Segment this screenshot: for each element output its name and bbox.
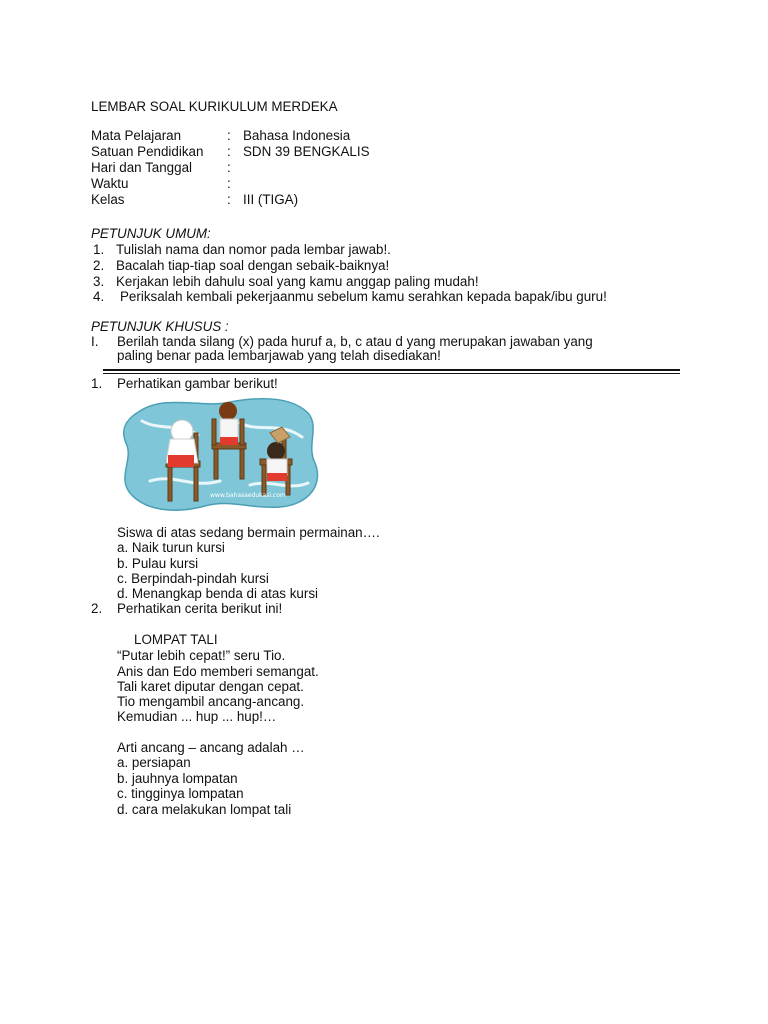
answer-option: d. Menangkap benda di atas kursi [117,586,318,601]
question-text: Siswa di atas sedang bermain permainan…. [117,525,380,540]
meta-label: Waktu [91,176,129,191]
general-item-text: Kerjakan lebih dahulu soal yang kamu anggap paling mudah! [116,274,479,289]
meta-colon: : [227,160,231,175]
meta-label: Satuan Pendidikan [91,144,204,159]
general-instructions-heading: PETUNJUK UMUM: [91,226,211,241]
meta-value: SDN 39 BENGKALIS [243,144,370,159]
general-item-num: 4. [93,289,105,304]
general-item-num: 3. [93,274,105,289]
story-title: LOMPAT TALI [134,632,218,647]
question-number: 1. [91,376,103,391]
story-line: Anis dan Edo memberi semangat. [117,664,319,679]
meta-colon: : [227,128,231,143]
story-line: Tio mengambil ancang-ancang. [117,694,305,709]
story-line: Tali karet diputar dengan cepat. [117,679,304,694]
meta-label: Hari dan Tanggal [91,160,192,175]
meta-colon: : [227,176,231,191]
answer-option: a. Naik turun kursi [117,540,225,555]
answer-option: a. persiapan [117,755,191,770]
special-instructions-line1: Berilah tanda silang (x) pada huruf a, b, c atau d yang merupakan jawaban yang [117,334,593,349]
meta-value: III (TIGA) [243,192,299,207]
double-rule-bottom [103,373,680,374]
meta-label: Kelas [91,192,125,207]
answer-option: c. Berpindah-pindah kursi [117,571,269,586]
question-number: 2. [91,601,103,616]
story-line: “Putar lebih cepat!” seru Tio. [117,648,286,663]
meta-colon: : [227,192,231,207]
general-item-text: Periksalah kembali pekerjaanmu sebelum kamu serahkan kepada bapak/ibu guru! [120,289,607,304]
answer-option: c. tingginya lompatan [117,786,244,801]
story-line: Kemudian ... hup ... hup!… [117,709,277,724]
general-item-num: 1. [93,242,105,257]
chair-game-illustration [120,393,320,515]
answer-option: b. Pulau kursi [117,556,199,571]
double-rule-top [103,369,680,371]
answer-option: b. jauhnya lompatan [117,771,238,786]
general-item-num: 2. [93,258,105,273]
general-item-text: Bacalah tiap-tiap soal dengan sebaik-baiknya! [116,258,390,273]
special-instructions-line2: paling benar pada lembarjawab yang telah disediakan! [117,348,441,363]
answer-option: d. cara melakukan lompat tali [117,802,292,817]
special-instructions-num: I. [91,334,99,349]
illustration-watermark: www.bahasaedukasi.com [210,492,286,499]
worksheet-title: LEMBAR SOAL KURIKULUM MERDEKA [91,99,338,114]
special-instructions-heading: PETUNJUK KHUSUS : [91,319,229,334]
question-prompt: Perhatikan cerita berikut ini! [117,601,283,616]
meta-colon: : [227,144,231,159]
question-prompt: Perhatikan gambar berikut! [117,376,278,391]
meta-label: Mata Pelajaran [91,128,182,143]
meta-value: Bahasa Indonesia [243,128,351,143]
question-text: Arti ancang – ancang adalah … [117,740,305,755]
general-item-text: Tulislah nama dan nomor pada lembar jawab!. [116,242,391,257]
